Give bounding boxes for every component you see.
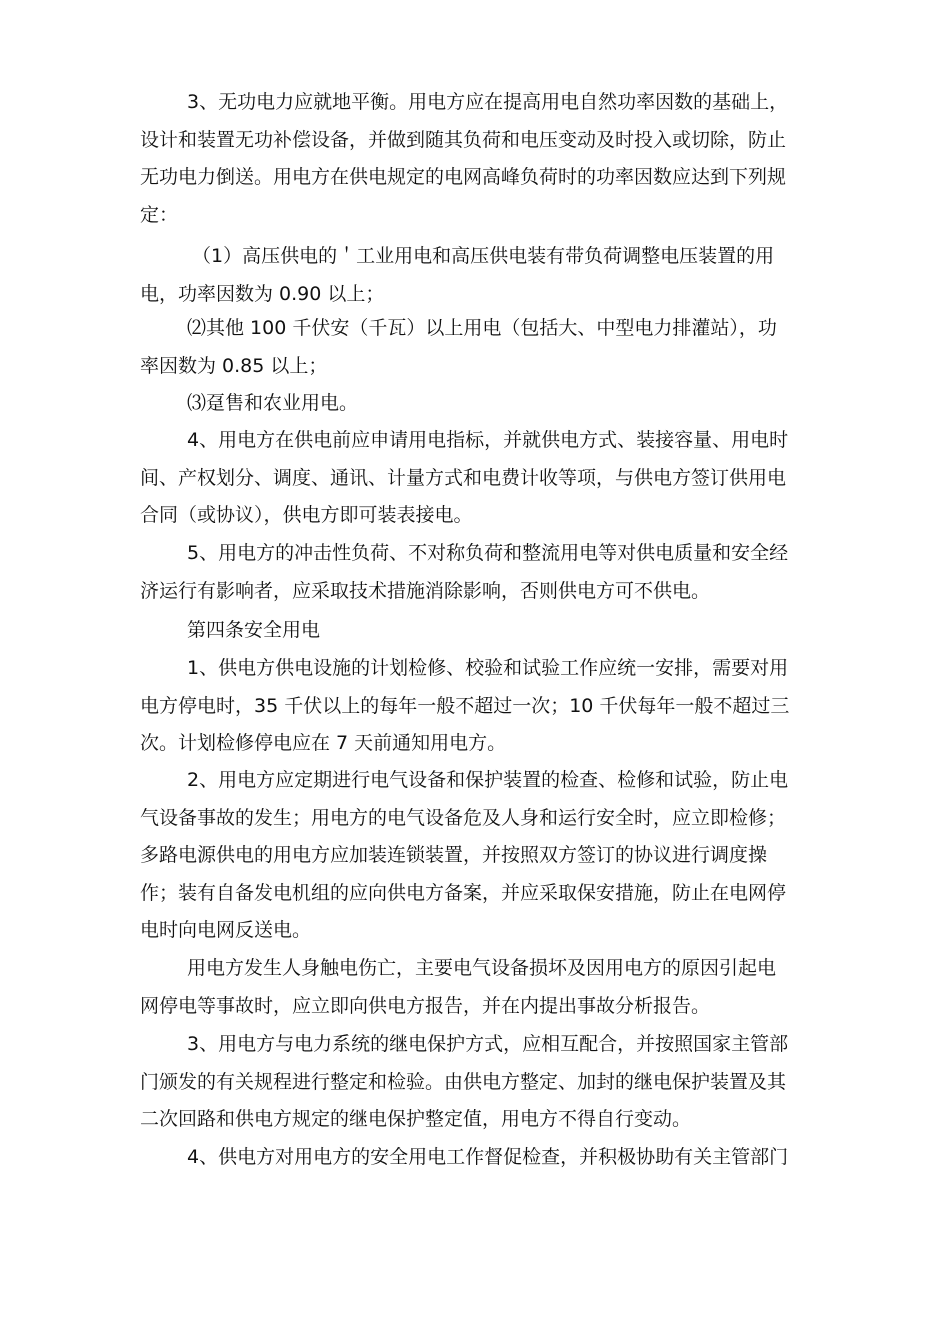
text-line: 电方停电时，35 千伏以上的每年一般不超过一次；10 千伏每年一般不超过三 bbox=[140, 694, 790, 717]
section-title: 第四条安全用电 bbox=[187, 619, 321, 641]
paragraph-item-2 bbox=[140, 310, 840, 385]
text-line: ⑵其他 100 千伏安（千瓦）以上用电（包括大、中型电力排灌站），功 bbox=[187, 317, 777, 339]
paragraph-maintenance bbox=[140, 650, 840, 763]
text-line: 电时向电网反送电。 bbox=[140, 919, 312, 941]
text-line: 4、用电方在供电前应申请用电指标，并就供电方式、装接容量、用电时 bbox=[187, 429, 789, 451]
text-line: 无功电力倒送。用电方在供电规定的电网高峰负荷时的功率因数应达到下列规 bbox=[140, 166, 787, 188]
paragraph-reactive-power bbox=[140, 84, 840, 234]
text-line: 率因数为 0.85 以上； bbox=[140, 354, 328, 377]
paragraph-supervision bbox=[140, 1139, 840, 1177]
section-heading bbox=[140, 612, 840, 650]
text-line: 门颁发的有关规程进行整定和检验。由供电方整定、加封的继电保护装置及其 bbox=[140, 1070, 787, 1093]
text-line: 次。计划检修停电应在 7 天前通知用电方。 bbox=[140, 732, 507, 754]
paragraph-item-1 bbox=[140, 238, 840, 313]
text-line: 3、无功电力应就地平衡。用电方应在提高用电自然功率因数的基础上， bbox=[187, 91, 789, 113]
text-line: （1）高压供电的＇工业用电和高压供电装有带负荷调整电压装置的用 bbox=[192, 245, 775, 267]
paragraph-accident-report bbox=[140, 950, 840, 1025]
paragraph-inspection bbox=[140, 762, 840, 950]
text-line: 网停电等事故时，应立即向供电方报告，并在内提出事故分析报告。 bbox=[140, 994, 711, 1017]
text-line: 定： bbox=[140, 203, 179, 226]
paragraph-application bbox=[140, 422, 840, 535]
text-line: 电，功率因数为 0.90 以上； bbox=[140, 282, 385, 305]
text-line: 作；装有自备发电机组的应向供电方备案，并应采取保安措施，防止在电网停 bbox=[140, 881, 787, 904]
text-line: 济运行有影响者，应采取技术措施消除影响，否则供电方可不供电。 bbox=[140, 579, 711, 602]
paragraph-item-3 bbox=[140, 385, 840, 423]
paragraph-impact-load bbox=[140, 535, 840, 610]
text-line: 合同（或协议），供电方即可装表接电。 bbox=[140, 504, 473, 526]
text-line: 二次回路和供电方规定的继电保护整定值，用电方不得自行变动。 bbox=[140, 1108, 692, 1130]
text-line: 气设备事故的发生；用电方的电气设备危及人身和运行安全时，应立即检修； bbox=[140, 806, 787, 829]
text-line: 4、供电方对用电方的安全用电工作督促检查，并积极协助有关主管部门 bbox=[187, 1146, 789, 1168]
text-line: 5、用电方的冲击性负荷、不对称负荷和整流用电等对供电质量和安全经 bbox=[187, 542, 789, 564]
text-line: 设计和装置无功补偿设备，并做到随其负荷和电压变动及时投入或切除，防止 bbox=[140, 128, 787, 151]
text-line: 2、用电方应定期进行电气设备和保护装置的检查、检修和试验，防止电 bbox=[187, 769, 789, 791]
text-line: 多路电源供电的用电方应加装连锁装置，并按照双方签订的协议进行调度操 bbox=[140, 844, 768, 866]
paragraph-relay-protection bbox=[140, 1026, 840, 1139]
text-line: ⑶趸售和农业用电。 bbox=[187, 392, 359, 414]
text-line: 3、用电方与电力系统的继电保护方式，应相互配合，并按照国家主管部 bbox=[187, 1033, 789, 1055]
text-line: 用电方发生人身触电伤亡，主要电气设备损坏及因用电方的原因引起电 bbox=[187, 957, 777, 979]
text-line: 1、供电方供电设施的计划检修、校验和试验工作应统一安排，需要对用 bbox=[187, 657, 789, 679]
text-line: 间、产权划分、调度、通讯、计量方式和电费计收等项，与供电方签订供用电 bbox=[140, 466, 787, 489]
